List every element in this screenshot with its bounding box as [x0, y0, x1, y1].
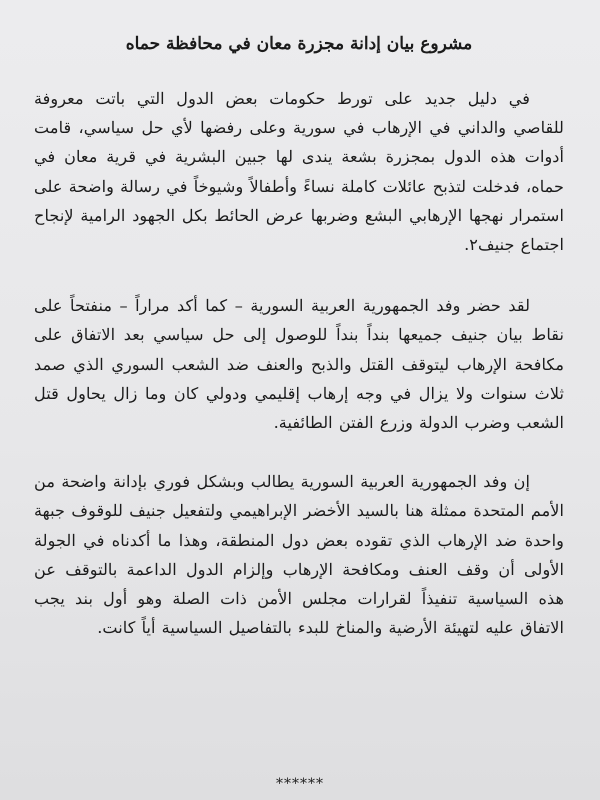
- paragraph-2: لقد حضر وفد الجمهورية العربية السورية – كما أكد مراراً – منفتحاً على نقاط بيان جنيف جميعها بنداً بنداً للوصول إلى حل سياسي بعد الاتفاق على مكافحة الإرهاب ليتوقف القتل والذبح والعنف ضد الشعب السوري الذي صمد ثلاث سنوات ولا يزال في وجه إرهاب إقليمي ودولي كان وما زال يحاول قتل الشعب وضرب الدولة وزرع الفتن الطائفية.: [34, 296, 564, 433]
- paragraph-3: إن وفد الجمهورية العربية السورية يطالب وبشكل فوري بإدانة واضحة من الأمم المتحدة ممثلة هنا بالسيد الأخضر الإبراهيمي ولتفعيل جنيف للوقوف جبهة واحدة ضد الإرهاب الذي تقوده بعض دول المنطقة، وهذا ما أكدناه في الجولة الأولى أن وقف العنف ومكافحة الإرهاب وإلزام الدول الداعمة بالتوقف عن هذه السياسية تنفيذاً لقرارات مجلس الأمن ذات الصلة وهو أول بند يجب الاتفاق عليه لتهيئة الأرضية والمناخ للبدء بالتفاصيل السياسية أياً كانت.: [34, 472, 564, 638]
- paragraph-1: في دليل جديد على تورط حكومات بعض الدول التي باتت معروفة للقاصي والداني في الإرهاب في سورية وعلى رفضها لأي حل سياسي، قامت أدوات هذه الدول بمجزرة بشعة يندى لها جبين البشرية في قرية معان في حماه، فدخلت لتذبح عائلات كاملة نساءً وأطفالاً وشيوخاً في رسالة واضحة على استمرار نهجها الإرهابي البشع وضربها عرض الحائط بكل الجهود الرامية لإنجاح اجتماع جنيف٢.: [34, 89, 564, 255]
- document-title: مشروع بيان إدانة مجزرة معان في محافظة حماه: [125, 34, 473, 54]
- end-marker: ******: [276, 776, 324, 792]
